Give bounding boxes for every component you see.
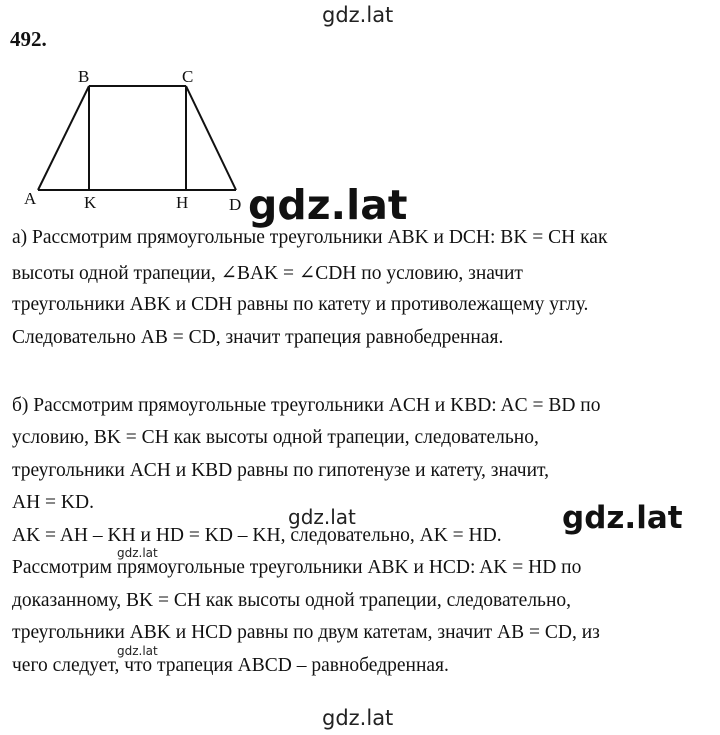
- text-line-13: чего следует, что трапеция ABCD – равнобедренная.: [12, 655, 449, 676]
- watermark-bottom: gdz.lat: [322, 706, 394, 730]
- trapezoid-lines: [38, 86, 236, 190]
- text-line-2: высоты одной трапеции, ∠BAK = ∠CDH по условию, значит: [12, 263, 523, 284]
- watermark-right: gdz.lat: [562, 500, 683, 536]
- label-d: D: [229, 195, 242, 214]
- text-line-10: Рассмотрим прямоугольные треугольники ABK и HCD: AK = HD по: [12, 557, 582, 578]
- side-cd: [186, 86, 236, 190]
- watermark-top: gdz.lat: [322, 3, 394, 27]
- label-b: B: [78, 67, 90, 86]
- label-h: H: [176, 193, 189, 212]
- text-line-3: треугольники ABK и CDH равны по катету и противолежащему углу.: [12, 294, 589, 315]
- text-line-12: треугольники ABK и HCD равны по двум катетам, значит AB = CD, из: [12, 622, 600, 643]
- text-line-7: треугольники ACH и KBD равны по гипотенузе и катету, значит,: [12, 460, 549, 481]
- text-line-11: доказанному, BK = CH как высоты одной трапеции, следовательно,: [12, 590, 572, 611]
- watermark-big: gdz.lat: [248, 181, 408, 229]
- text-line-1: а) Рассмотрим прямоугольные треугольники ABK и DCH: BK = CH как: [12, 227, 608, 248]
- label-c: C: [182, 67, 194, 86]
- watermark-small-1: gdz.lat: [117, 546, 158, 560]
- problem-number: 492.: [10, 27, 47, 51]
- text-line-4: Следовательно AB = CD, значит трапеция равнобедренная.: [12, 327, 504, 348]
- text-line-9: AK = AH – KH и HD = KD – KH, следовательно, AK = HD.: [12, 525, 502, 546]
- trapezoid-figure: [0, 55, 280, 215]
- text-line-6: условию, BK = CH как высоты одной трапеции, следовательно,: [12, 427, 539, 448]
- watermark-small-2: gdz.lat: [117, 644, 158, 658]
- label-a: A: [24, 189, 37, 208]
- watermark-mid: gdz.lat: [288, 505, 356, 529]
- side-ab: [38, 86, 89, 190]
- text-line-8: AH = KD.: [12, 492, 94, 513]
- label-k: K: [84, 193, 97, 212]
- text-line-5: б) Рассмотрим прямоугольные треугольники ACH и KBD: AC = BD по: [12, 395, 601, 416]
